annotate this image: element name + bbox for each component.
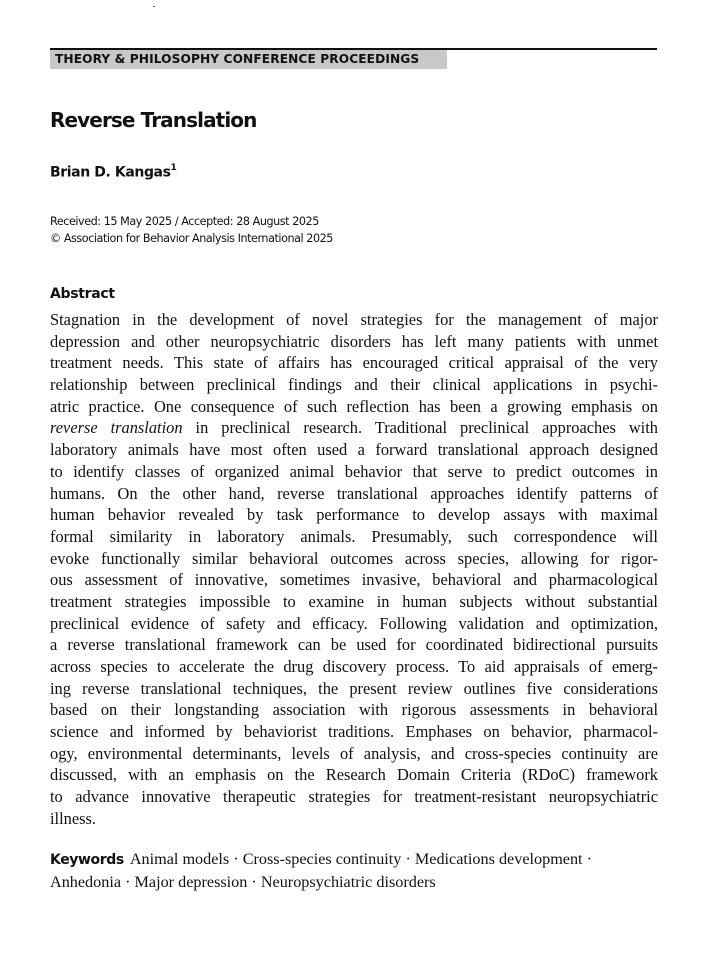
abstract-line: formal similarity in laboratory animals. Presumably, such correspondence will	[50, 526, 658, 546]
keywords-block	[50, 849, 670, 893]
abstract-line: human behavior revealed by task performance to develop assays with maximal	[50, 505, 658, 525]
scan-artifact-dot	[153, 6, 155, 7]
abstract-line: science and informed by behaviorist traditions. Emphases on behavior, pharmacol-	[50, 722, 658, 742]
section-banner	[50, 50, 447, 69]
abstract-line-rest: in preclinical research. Traditional preclinical approaches with	[182, 418, 658, 438]
received-accepted-dates: Received: 15 May 2025 / Accepted: 28 August 2025	[50, 215, 319, 228]
abstract-line: ing reverse translational techniques, the present review outlines five considerations	[50, 678, 658, 698]
abstract-line: ous assessment of innovative, sometimes invasive, behavioral and pharmacological	[50, 570, 658, 590]
affiliation-mark[interactable]: 1	[170, 163, 177, 173]
abstract-line: atric practice. One consequence of such reflection has been a growing emphasis on	[50, 396, 658, 416]
abstract-line: evoke functionally similar behavioral outcomes across species, allowing for rigor-	[50, 548, 658, 568]
abstract-line: preclinical evidence of safety and efficacy. Following validation and optimization,	[50, 613, 658, 633]
abstract-line: treatment strategies impossible to examine in human subjects without substantial	[50, 591, 658, 611]
abstract-line-with-italic	[50, 417, 658, 439]
abstract-line: humans. On the other hand, reverse translational approaches identify patterns of	[50, 483, 658, 503]
abstract-line: based on their longstanding association with rigorous assessments in behavioral	[50, 700, 658, 720]
abstract-line: across species to accelerate the drug discovery process. To aid appraisals of emerg-	[50, 657, 658, 676]
keywords-text-1: Animal models · Cross-species continuity · Medications development ·	[129, 850, 592, 868]
author-line	[50, 164, 176, 181]
article-title: Reverse Translation	[50, 108, 257, 132]
keywords-label: Keywords	[50, 852, 124, 868]
abstract-line: treatment needs. This state of affairs has encouraged critical appraisal of the very	[50, 353, 658, 373]
abstract-line: laboratory animals have most often used a forward translational approach designed	[50, 440, 658, 460]
abstract-line: to identify classes of organized animal behavior that serve to predict outcomes in	[50, 461, 658, 481]
abstract-line: a reverse translational framework can be used for coordinated bidirectional pursuits	[50, 635, 658, 655]
abstract-line: Stagnation in the development of novel strategies for the management of major	[50, 310, 658, 329]
keywords-text-2: Anhedonia · Major depression · Neuropsychiatric disorders	[50, 872, 436, 891]
author-name: Brian D. Kangas	[50, 164, 171, 181]
abstract-line: to advance innovative therapeutic strategies for treatment-resistant neuropsychiatric	[50, 787, 658, 807]
abstract-line: discussed, with an emphasis on the Research Domain Criteria (RDoC) framework	[50, 765, 658, 785]
abstract-line: relationship between preclinical findings and their clinical applications in psychi-	[50, 375, 658, 395]
abstract-line: illness.	[50, 808, 96, 828]
keywords-line-1	[50, 849, 670, 872]
section-label: THEORY & PHILOSOPHY CONFERENCE PROCEEDINGS	[55, 52, 420, 66]
copyright-line: © Association for Behavior Analysis International 2025	[50, 232, 333, 245]
abstract-heading: Abstract	[50, 286, 115, 302]
abstract-line: depression and other neuropsychiatric disorders has left many patients with unmet	[50, 331, 658, 351]
article-meta	[50, 213, 333, 247]
abstract-body	[50, 309, 658, 830]
italic-term: reverse translation	[50, 418, 183, 438]
abstract-line: ogy, environmental determinants, levels of analysis, and cross-species continuity are	[50, 743, 658, 763]
